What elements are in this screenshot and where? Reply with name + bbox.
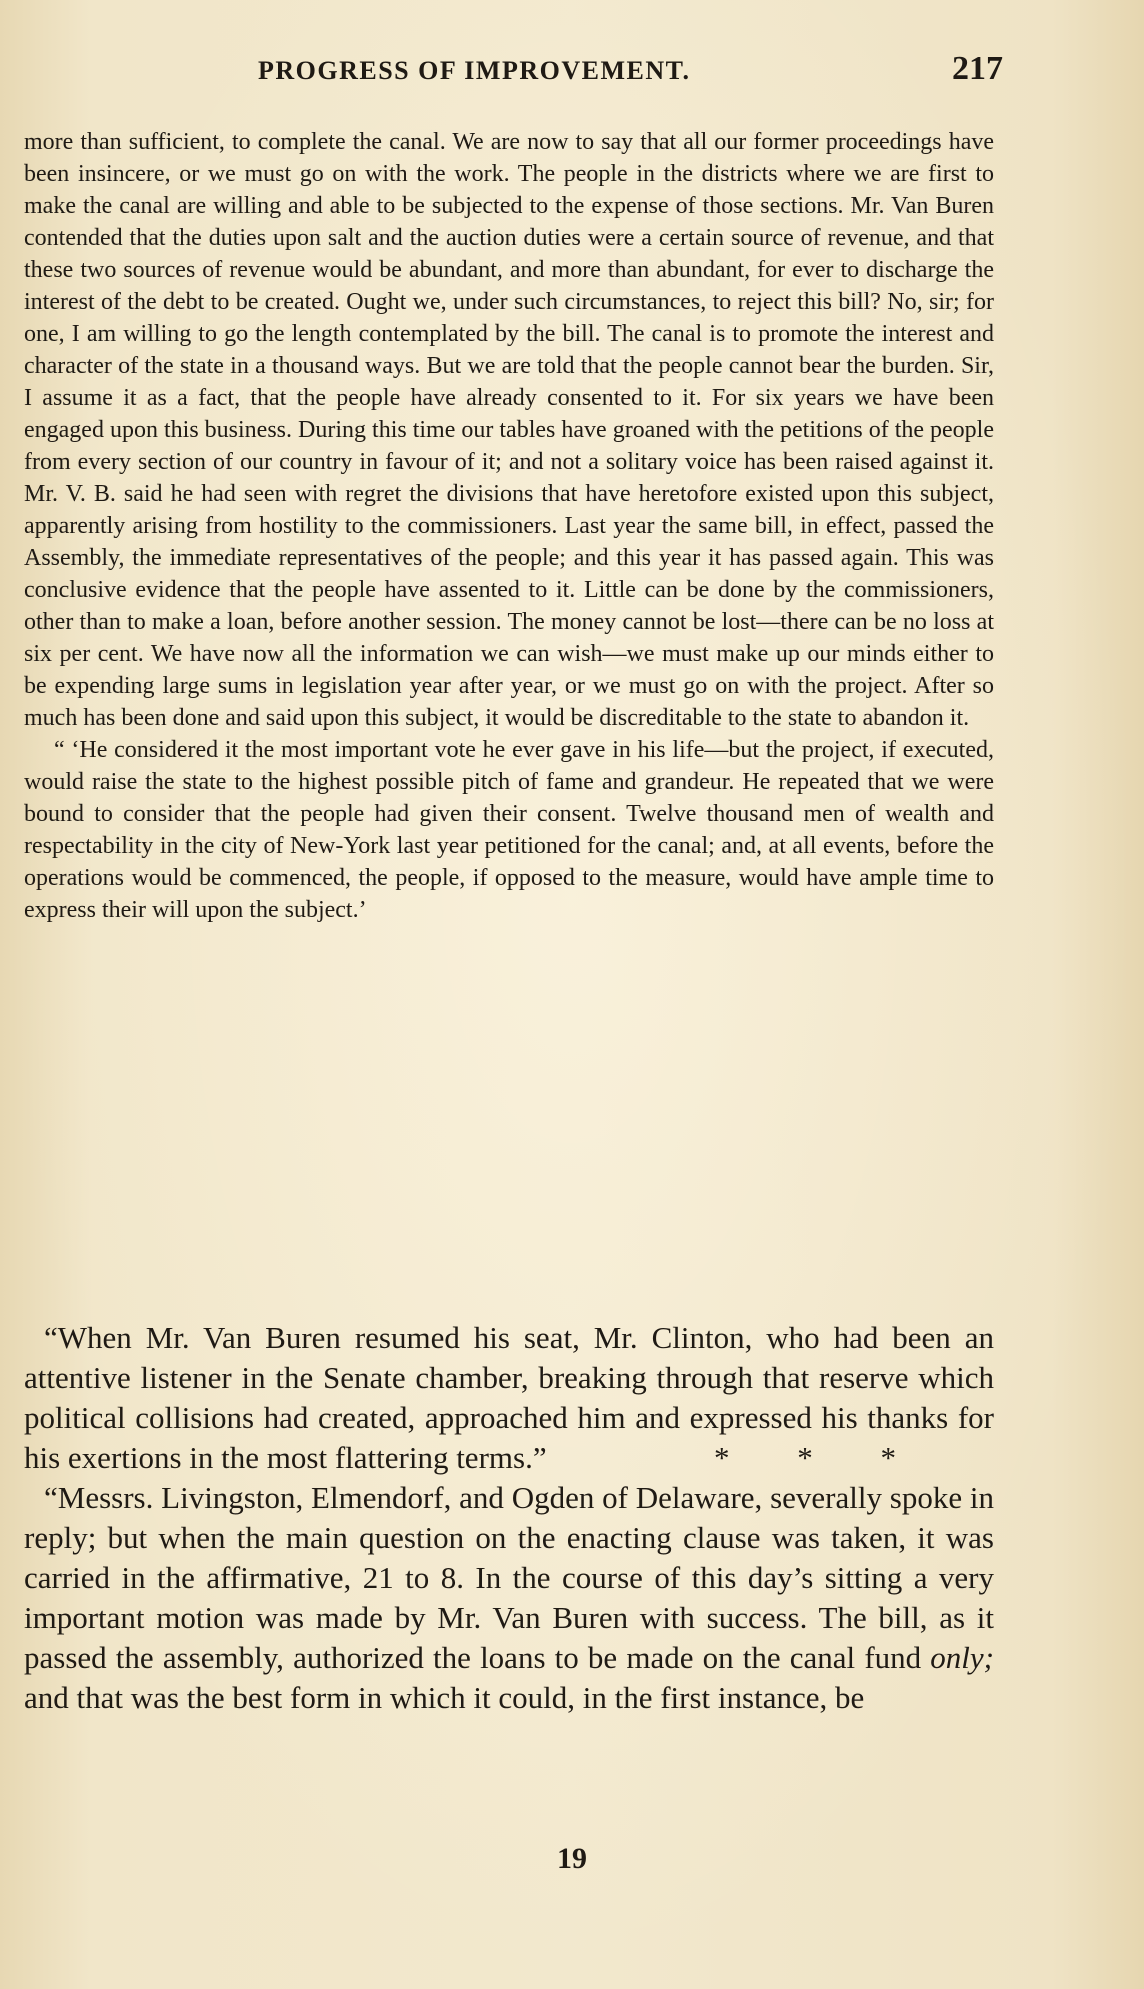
narrative-block [24,1318,994,1718]
page-number: 217 [952,50,1003,87]
narrative-paragraph-2-text-before: “Messrs. Livingston, Elmendorf, and Ogden of Delaware, severally spoke in reply; but when the main question on the enacting clause was taken, it was carried in the affirmative, 21 to 8. In the course of this day’s sitting a very important motion was made by Mr. Van Buren with success. The bill, as it passed the assembly, authorized the loans to be made on the canal fund [24,1480,994,1675]
narrative-paragraph-2-text-after: and that was the best form in which it could, in the first instance, be [24,1680,865,1715]
narrative-paragraph-1-text: “When Mr. Van Buren resumed his seat, Mr. Clinton, who had been an attentive listener in the Senate chamber, breaking through that reserve which political collisions had created, approached him and expressed his thanks for his exertions in the most flattering terms.” [24,1320,994,1475]
signature-mark: 19 [557,1842,587,1875]
speech-paragraph-2: “ ‘He considered it the most important vote he ever gave in his life—but the project, if executed, would raise the state to the highest possible pitch of fame and grandeur. He repeated that we were bound to consider that the people had given their consent. Twelve thousand men of wealth and respectability in the city of New-York last year petitioned for the canal; and, at all events, before the operations would be commenced, the people, if opposed to the measure, would have ample time to express their will upon the subject.’ [24,737,994,923]
section-break-asterisks: * * * [714,1440,896,1475]
emphasis-only: only; [930,1640,994,1675]
quoted-speech-block [24,126,994,926]
narrative-paragraph-1 [24,1318,994,1478]
narrative-paragraph-2 [24,1478,994,1718]
page-header [258,50,1003,90]
speech-paragraph-1: more than sufficient, to complete the canal. We are now to say that all our former proceedings have been insincere, or we must go on with the work. The people in the districts where we are first to make the canal are willing and able to be subjected to the expense of those sections. Mr. Van Buren contended that the duties upon salt and the auction duties were a certain source of revenue, and that these two sources of revenue would be abundant, and more than abundant, for ever to discharge the interest of the debt to be created. Ought we, under such circumstances, to reject this bill? No, sir; for one, I am willing to go the length contemplated by the bill. The canal is to promote the interest and character of the state in a thousand ways. But we are told that the people cannot bear the burden. Sir, I assume it as a fact, that the people have already consented to it. For six years we have been engaged upon this business. During this time our tables have groaned with the petitions of the people from every section of our country in favour of it; and not a solitary voice has been raised against it. Mr. V. B. said he had seen with regret the divisions that have heretofore existed upon this subject, apparently arising from hostility to the commissioners. Last year the same bill, in effect, passed the Assembly, the immediate representatives of the people; and this year it has passed again. This was conclusive evidence that the people have assented to it. Little can be done by the commissioners, other than to make a loan, before another session. The money cannot be lost—there can be no loss at six per cent. We have now all the information we can wish—we must make up our minds either to be expending large sums in legislation year after year, or we must go on with the project. After so much has been done and said upon this subject, it would be discreditable to the state to abandon it. [24,129,994,731]
running-head: PROGRESS OF IMPROVEMENT. [258,56,691,85]
